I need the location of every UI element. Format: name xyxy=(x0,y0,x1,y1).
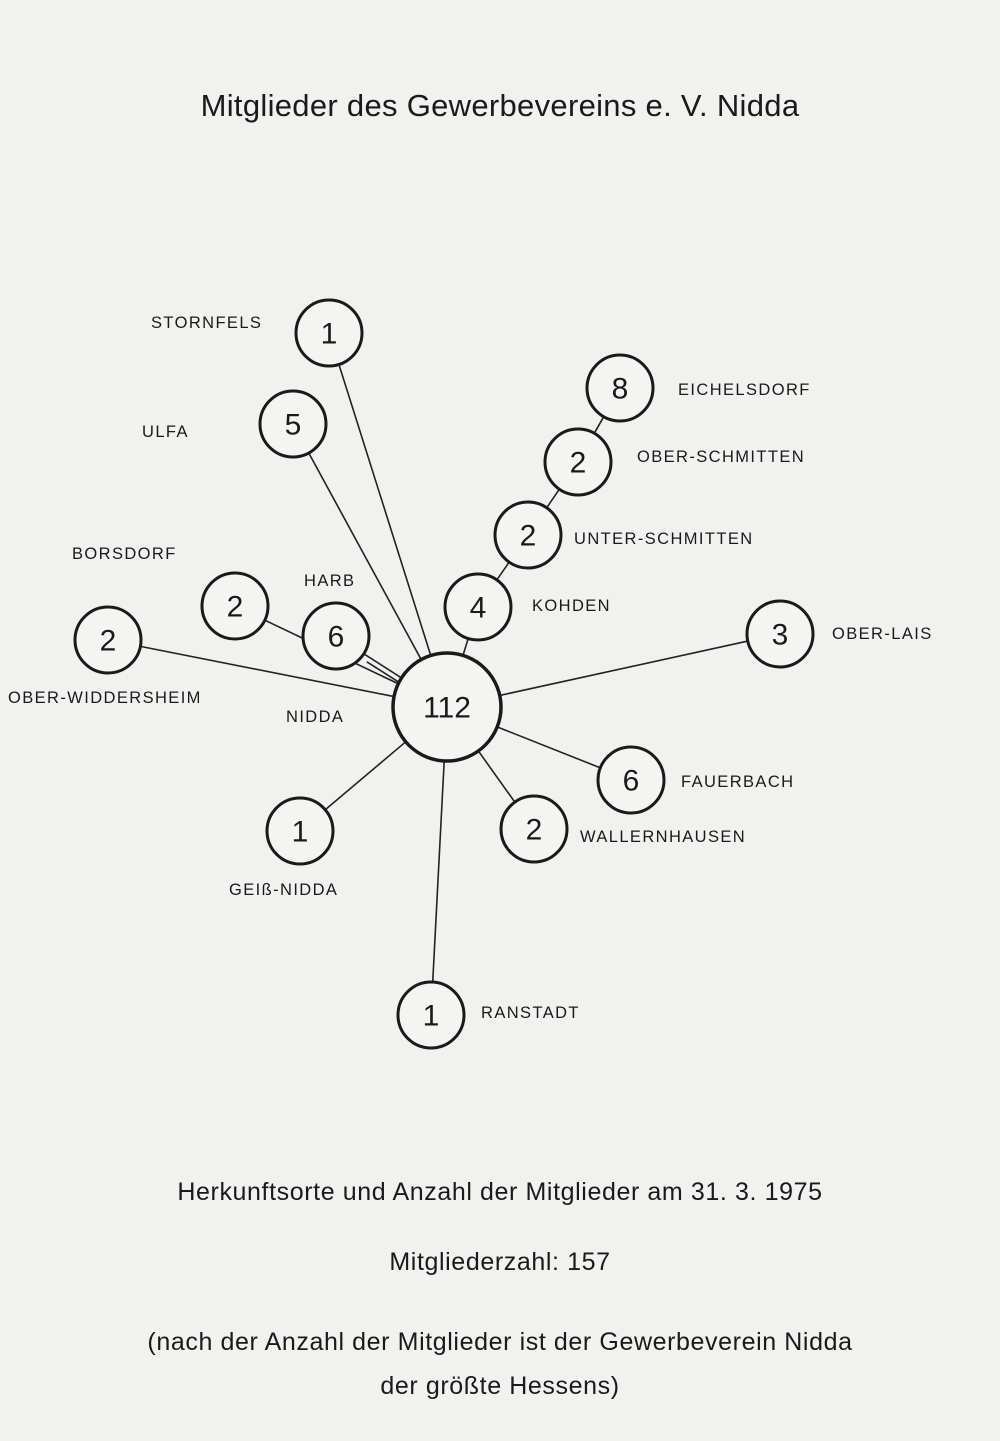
caption-note-line-2: der größte Hessens) xyxy=(380,1372,620,1400)
node-geiss-nidda xyxy=(267,798,333,864)
node-fauerbach xyxy=(598,747,664,813)
node-borsdorf xyxy=(202,573,268,639)
network-nodes xyxy=(75,300,813,1048)
node-nidda xyxy=(393,653,501,761)
node-ober-schmitten xyxy=(545,429,611,495)
label-fauerbach: FAUERBACH xyxy=(681,773,795,791)
node-ulfa xyxy=(260,391,326,457)
label-eichelsdorf: EICHELSDORF xyxy=(678,381,811,399)
caption-note-line-1: (nach der Anzahl der Mitglieder ist der Gewerbeverein Nidda xyxy=(147,1328,853,1356)
node-count-ranstadt: 1 xyxy=(422,999,440,1033)
edge-geiss-nidda xyxy=(325,742,405,810)
label-wallernhausen: WALLERNHAUSEN xyxy=(580,828,747,846)
edge-eichelsdorf xyxy=(594,417,603,434)
node-stornfels xyxy=(296,300,362,366)
label-ober-widdersheim: OBER-WIDDERSHEIM xyxy=(8,689,202,707)
edge-fauerbach xyxy=(497,727,600,768)
edge-harb xyxy=(364,654,402,678)
label-kohden: KOHDEN xyxy=(532,597,611,615)
node-count-ober-lais: 3 xyxy=(771,618,789,652)
node-count-harb: 6 xyxy=(327,620,345,654)
label-harb: HARB xyxy=(304,572,356,590)
edge-ober-lais xyxy=(500,641,748,695)
node-kohden xyxy=(445,574,511,640)
label-borsdorf: BORSDORF xyxy=(72,545,177,563)
node-count-unter-schmitten: 2 xyxy=(519,519,537,553)
node-count-geiss-nidda: 1 xyxy=(291,815,309,849)
edge-kohden xyxy=(463,639,468,656)
edge-ober-schmitten xyxy=(547,489,560,508)
label-ober-lais: OBER-LAIS xyxy=(832,625,933,643)
edge-ranstadt xyxy=(433,761,444,982)
label-stornfels: STORNFELS xyxy=(151,314,263,332)
node-count-ober-schmitten: 2 xyxy=(569,446,587,480)
node-ranstadt xyxy=(398,982,464,1048)
label-unter-schmitten: UNTER-SCHMITTEN xyxy=(574,530,754,548)
node-ober-widdersheim xyxy=(75,607,141,673)
label-nidda: NIDDA xyxy=(286,708,345,726)
edge-harb-second xyxy=(367,662,402,684)
caption-date-line: Herkunftsorte und Anzahl der Mitglieder am 31. 3. 1975 xyxy=(177,1178,823,1206)
node-count-eichelsdorf: 8 xyxy=(611,372,629,406)
node-count-ober-widdersheim: 2 xyxy=(99,624,117,658)
diagram-title: Mitglieder des Gewerbevereins e. V. Nidda xyxy=(200,88,800,123)
label-ober-schmitten: OBER-SCHMITTEN xyxy=(637,448,806,466)
label-geiss-nidda: GEIß-NIDDA xyxy=(229,881,339,899)
node-count-ulfa: 5 xyxy=(284,408,302,442)
node-count-stornfels: 1 xyxy=(320,317,338,351)
edge-wallernhausen xyxy=(478,751,514,802)
node-count-nidda: 112 xyxy=(423,691,471,725)
node-count-kohden: 4 xyxy=(469,591,487,625)
label-ulfa: ULFA xyxy=(142,423,189,441)
node-wallernhausen xyxy=(501,796,567,862)
node-eichelsdorf xyxy=(587,355,653,421)
caption-member-total: Mitgliederzahl: 157 xyxy=(389,1248,611,1276)
node-harb xyxy=(303,603,369,669)
label-ranstadt: RANSTADT xyxy=(481,1004,580,1022)
node-count-fauerbach: 6 xyxy=(622,764,640,798)
node-unter-schmitten xyxy=(495,502,561,568)
edge-unter-schmitten xyxy=(497,562,509,580)
node-ober-lais xyxy=(747,601,813,667)
caption-note xyxy=(0,1320,1000,1408)
node-count-wallernhausen: 2 xyxy=(525,813,543,847)
node-count-borsdorf: 2 xyxy=(226,590,244,624)
